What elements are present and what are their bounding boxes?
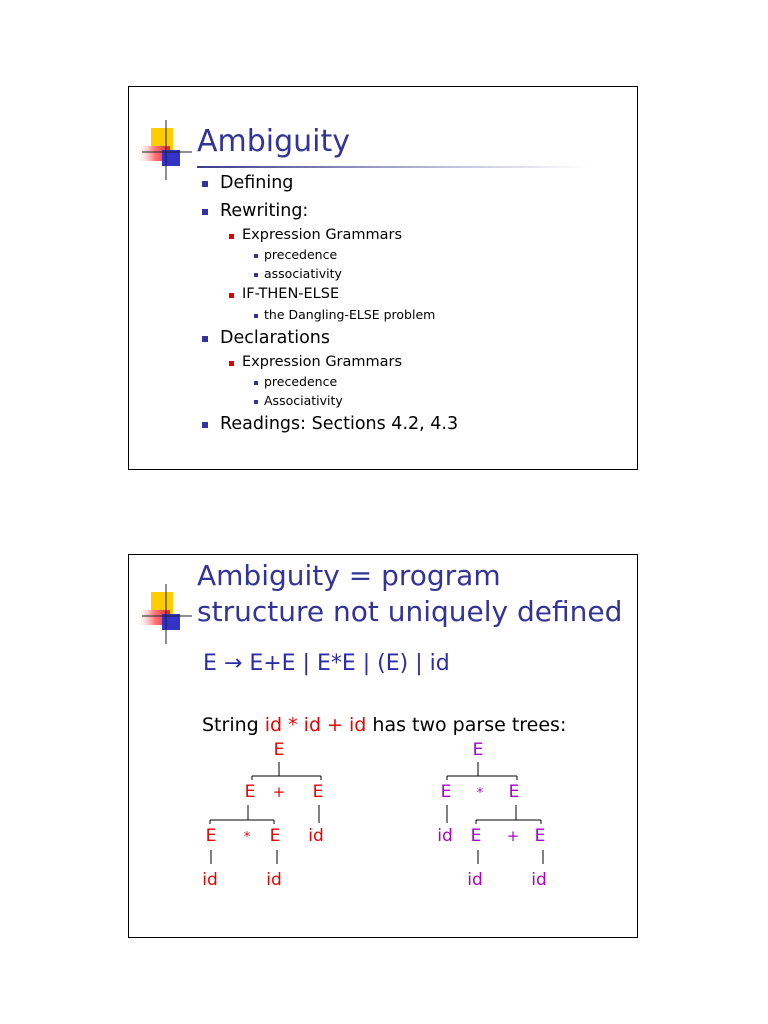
tree-operator: + — [506, 827, 520, 845]
slide-title-line-2: structure not uniquely defined — [197, 595, 623, 628]
bullet-marker — [202, 422, 208, 428]
parse-trees — [129, 555, 638, 938]
bullet-text: the Dangling-ELSE problem — [264, 307, 436, 322]
sub-sub-bullet-item — [264, 374, 337, 389]
sentence-suffix: has two parse trees: — [366, 714, 567, 736]
tree-node: E — [244, 782, 256, 802]
slide-title-line-1: Ambiguity = program — [197, 559, 501, 592]
bullet-text: Rewriting: — [220, 201, 309, 221]
tree-node: E — [472, 740, 484, 760]
tree-node: E — [470, 826, 482, 846]
tree-node: E — [508, 782, 520, 802]
bullet-marker — [254, 400, 258, 404]
tree-node: id — [467, 870, 483, 890]
input-expression: id * id + id — [264, 714, 367, 736]
bullet-text: precedence — [264, 374, 338, 389]
grammar-rule: E → E+E | E*E | (E) | id — [203, 651, 450, 676]
tree-edges — [447, 762, 543, 864]
bullet-marker — [202, 209, 208, 215]
bullet-marker — [254, 273, 258, 277]
slide-title: Ambiguity — [197, 124, 351, 159]
bullet-marker — [254, 254, 258, 258]
slide-ambiguity-definition — [128, 554, 638, 938]
sub-sub-bullet-item — [264, 266, 342, 281]
sub-sub-bullet-item — [264, 307, 435, 322]
bullet-marker — [229, 293, 234, 298]
parse-tree-1 — [202, 740, 324, 890]
tree-node: E — [312, 782, 324, 802]
sub-bullet-item — [242, 227, 402, 243]
sub-sub-bullet-item — [264, 393, 343, 408]
bullet-text: Expression Grammars — [242, 227, 403, 243]
bullet-marker — [202, 336, 208, 342]
bullet-text: precedence — [264, 247, 338, 262]
bullet-item — [220, 201, 308, 221]
bullet-text: Readings: Sections 4.2, 4.3 — [220, 414, 459, 434]
bullet-text: Defining — [220, 173, 294, 193]
bullet-text: associativity — [264, 266, 342, 281]
bullet-text: Associativity — [264, 393, 343, 408]
tree-node: id — [266, 870, 282, 890]
bullet-text: Expression Grammars — [242, 354, 403, 370]
tree-node: id — [531, 870, 547, 890]
tree-node: id — [202, 870, 218, 890]
tree-node: E — [534, 826, 546, 846]
parse-tree-2 — [437, 740, 547, 890]
slide-logo-icon — [136, 120, 196, 180]
tree-operator: + — [272, 783, 286, 801]
bullet-marker — [202, 181, 208, 187]
tree-node: id — [437, 826, 453, 846]
sub-bullet-item — [242, 286, 339, 302]
bullet-item — [220, 173, 293, 193]
tree-node: E — [205, 826, 217, 846]
bullet-text: Declarations — [220, 328, 331, 348]
sub-bullet-item — [242, 354, 402, 370]
bullet-item — [220, 328, 330, 348]
bullet-marker — [229, 234, 234, 239]
slide-ambiguity — [128, 86, 638, 470]
bullet-marker — [254, 314, 258, 318]
tree-edges — [210, 762, 321, 864]
tree-operator: * — [243, 830, 251, 845]
tree-node: E — [269, 826, 281, 846]
tree-node: E — [273, 740, 285, 760]
bullet-marker — [254, 381, 258, 385]
sub-sub-bullet-item — [264, 247, 337, 262]
tree-node: E — [440, 782, 452, 802]
tree-operator: * — [476, 786, 484, 801]
bullet-marker — [229, 361, 234, 366]
tree-node: id — [308, 826, 324, 846]
bullet-item — [220, 414, 458, 434]
bullet-text: IF-THEN-ELSE — [242, 286, 340, 302]
title-underline — [197, 166, 589, 168]
sentence-prefix: String — [202, 714, 265, 736]
